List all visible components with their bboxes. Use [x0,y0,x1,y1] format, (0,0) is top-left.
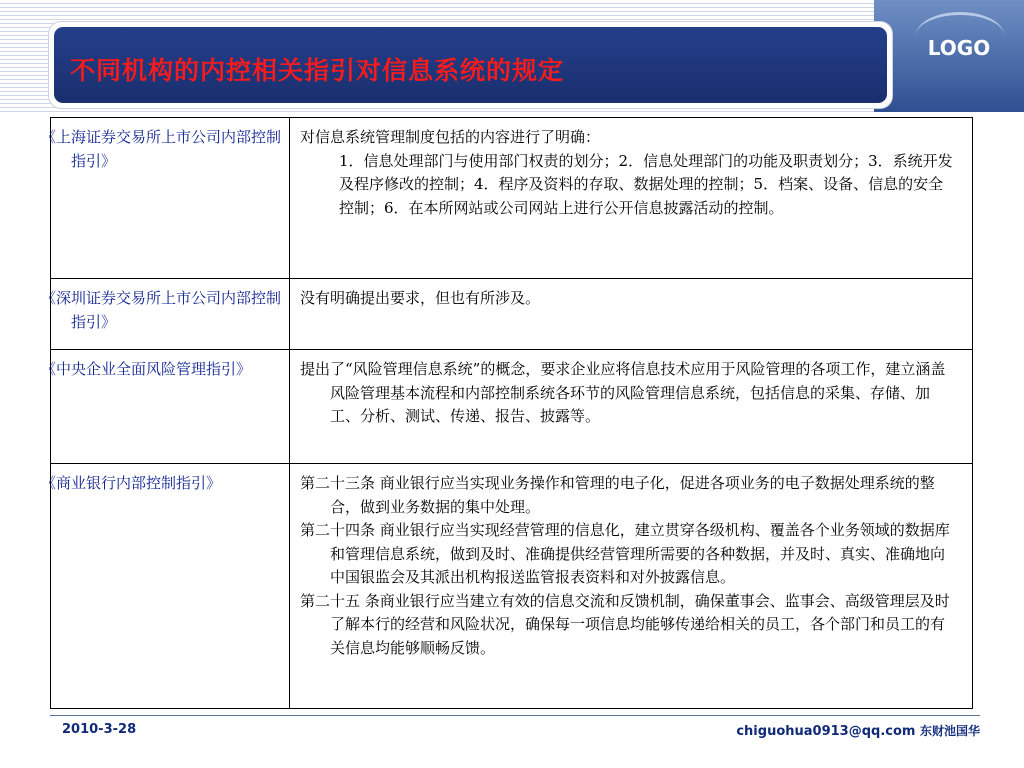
content-paragraph: 第二十四条 商业银行应当实现经营管理的信息化，建立贯穿各级机构、覆盖各个业务领域的数据库和管理信息系统，做到及时、准确提供经营管理所需要的各种数据，并及时、真实、准确地向中国银监会及其派出机构报送监管报表资料和对外披露信息。 [300,521,950,586]
content-paragraph: 第二十五 条商业银行应当建立有效的信息交流和反馈机制，确保董事会、监事会、高级管理层及时了解本行的经营和风险状况，确保每一项信息均能够传递给相关的员工，各个部门和员工的有关信息均能够顺畅反馈。 [300,591,950,657]
regulation-name: 《深圳证券交易所上市公司内部控制指引》 [51,279,290,350]
table-row [51,350,973,464]
logo-panel [874,0,1024,112]
regulation-content [290,350,973,464]
regulation-name: 《商业银行内部控制指引》 [51,464,290,709]
table-row [51,464,973,709]
footer-email: chiguohua0913@qq.com [736,724,916,739]
content-paragraph: 对信息系统管理制度包括的内容进行了明确： [300,128,601,146]
regulation-content [290,464,973,709]
regulation-name: 《中央企业全面风险管理指引》 [51,350,290,464]
content-paragraph: 第二十三条 商业银行应当实现业务操作和管理的电子化，促进各项业务的电子数据处理系统的整合，做到业务数据的集中处理。 [300,474,935,516]
logo-text: LOGO [927,36,991,60]
table-row [51,118,973,279]
title-box [54,27,887,103]
regulation-content [290,118,973,279]
content-paragraph: 1．信息处理部门与使用部门权责的划分；2．信息处理部门的功能及职责划分；3．系统开发及程序修改的控制；4．程序及资料的存取、数据处理的控制；5．档案、设备、信息的安全控制；6．在本所网站或公司网站上进行公开信息披露活动的控制。 [339,151,953,217]
footer-author: 东财池国华 [919,724,980,738]
content-paragraph: 提出了“风险管理信息系统”的概念，要求企业应将信息技术应用于风险管理的各项工作，建立涵盖风险管理基本流程和内部控制系统各环节的风险管理信息系统，包括信息的采集、存储、加工、分析、测试、传递、报告、披露等。 [300,360,946,425]
table-row [51,279,973,350]
footer-date: 2010-3-28 [62,722,137,737]
page-title: 不同机构的内控相关指引对信息系统的规定 [70,56,565,85]
title-frame [49,22,892,108]
footer-divider [50,715,980,716]
content-paragraph: 没有明确提出要求，但也有所涉及。 [300,289,541,307]
regulation-table [41,117,973,709]
regulation-content [290,279,973,350]
regulation-name: 《上海证券交易所上市公司内部控制指引》 [51,118,290,279]
footer-credit [736,722,980,739]
